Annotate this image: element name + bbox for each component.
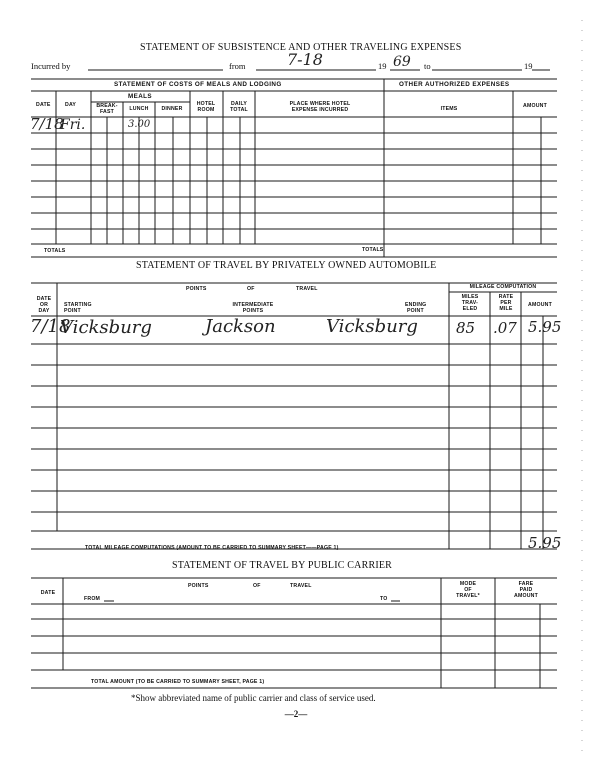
auto-col-amount: AMOUNT [528,302,552,308]
auto-col-inter-1: INTERMEDIATE [232,302,274,308]
col-group-meals: MEALS [127,93,153,100]
totals-right: TOTALS [362,247,384,253]
col-hotel-1: HOTEL [196,101,216,107]
carrier-col-date: DATE [40,590,56,596]
footer-note: *Show abbreviated name of public carrier and class of service used. [131,693,376,703]
col-breakfast-2: FAST [99,109,115,115]
auto-entry-amount: 5.95 [528,318,562,336]
carrier-to-label: TO [380,596,388,602]
auto-entry-date: 7/18 [30,316,71,337]
auto-entry-end: Vicksburg [326,316,418,337]
carrier-col-mode-3: TRAVEL* [456,593,480,599]
carrier-title: STATEMENT OF TRAVEL BY PUBLIC CARRIER [172,560,393,571]
from-label: from [229,61,246,71]
incurred-by-label: Incurred by [31,61,71,71]
mileage-group: MILEAGE COMPUTATION [469,284,537,290]
auto-col-end-1: ENDING [405,302,427,308]
auto-col-rate-3: MILE [499,306,513,312]
carrier-total-label: TOTAL AMOUNT (TO BE CARRIED TO SUMMARY SHEET, PAGE 1) [91,679,265,685]
col-dinner: DINNER [161,106,183,112]
auto-entry-start: Vicksburg [60,317,152,338]
auto-col-rate-2: PER [500,300,512,306]
carrier-col-fare-1: FARE [518,581,534,587]
points-label-1: POINTS [186,286,207,292]
auto-col-miles-3: ELED [462,306,478,312]
other-expenses-title: OTHER AUTHORIZED EXPENSES [399,81,510,88]
from-date-value: 7-18 [287,50,323,69]
meals-lodging-title: STATEMENT OF COSTS OF MEALS AND LODGING [114,81,282,88]
auto-col-rate-1: RATE [498,294,514,300]
year-prefix-2: 19 [524,61,533,71]
col-breakfast-1: BREAK- [96,103,118,109]
to-label: to [424,61,431,71]
carrier-points-3: TRAVEL [290,583,312,589]
auto-col-miles-2: TRAV- [461,300,479,306]
page-number: —2— [284,709,308,719]
auto-col-miles-1: MILES [461,294,479,300]
auto-col-start-1: STARTING [64,302,92,308]
meal-entry-lunch: 3.00 [128,119,151,130]
year-prefix: 19 [378,61,387,71]
col-place-2: EXPENSE INCURRED [291,107,349,113]
auto-travel-title: STATEMENT OF TRAVEL BY PRIVATELY OWNED AUTOMOBILE [136,260,437,271]
col-daily-1: DAILY [230,101,248,107]
auto-total-label: TOTAL MILEAGE COMPUTATIONS (AMOUNT TO BE CARRIED TO SUMMARY SHEET——PAGE 1) [85,545,339,551]
points-label-2: OF [247,286,255,292]
col-items: ITEMS [440,106,458,112]
meal-entry-date: 7/18 [30,115,64,133]
auto-col-start-2: POINT [64,308,81,314]
auto-total-value: 5.95 [528,534,562,552]
col-hotel-2: ROOM [197,107,215,113]
totals-left: TOTALS [44,248,66,254]
col-amount: AMOUNT [523,103,547,109]
auto-entry-miles: 85 [456,319,476,337]
form-title: STATEMENT OF SUBSISTENCE AND OTHER TRAVELING EXPENSES [140,42,462,53]
points-label-3: TRAVEL [296,286,318,292]
col-day: DAY [65,102,77,108]
carrier-col-mode-2: OF [464,587,472,593]
col-place-1: PLACE WHERE HOTEL [289,101,351,107]
meal-entry-day: Fri. [60,117,86,133]
col-date: DATE [36,102,51,108]
auto-entry-rate: .07 [493,319,517,337]
carrier-col-fare-3: AMOUNT [514,593,538,599]
auto-col-date-3: DAY [38,308,50,314]
auto-col-date-2: OR [39,302,49,308]
col-lunch: LUNCH [129,106,149,112]
carrier-col-mode-1: MODE [459,581,477,587]
carrier-points-2: OF [253,583,261,589]
auto-col-inter-2: POINTS [242,308,264,314]
carrier-points-1: POINTS [188,583,209,589]
auto-entry-intermediate: Jackson [205,316,276,337]
auto-col-end-2: POINT [407,308,424,314]
carrier-from-label: FROM [84,596,101,602]
carrier-col-fare-2: PAID [519,587,533,593]
auto-col-date-1: DATE [36,296,52,302]
year-value: 69 [393,54,411,70]
col-daily-2: TOTAL [230,107,248,113]
